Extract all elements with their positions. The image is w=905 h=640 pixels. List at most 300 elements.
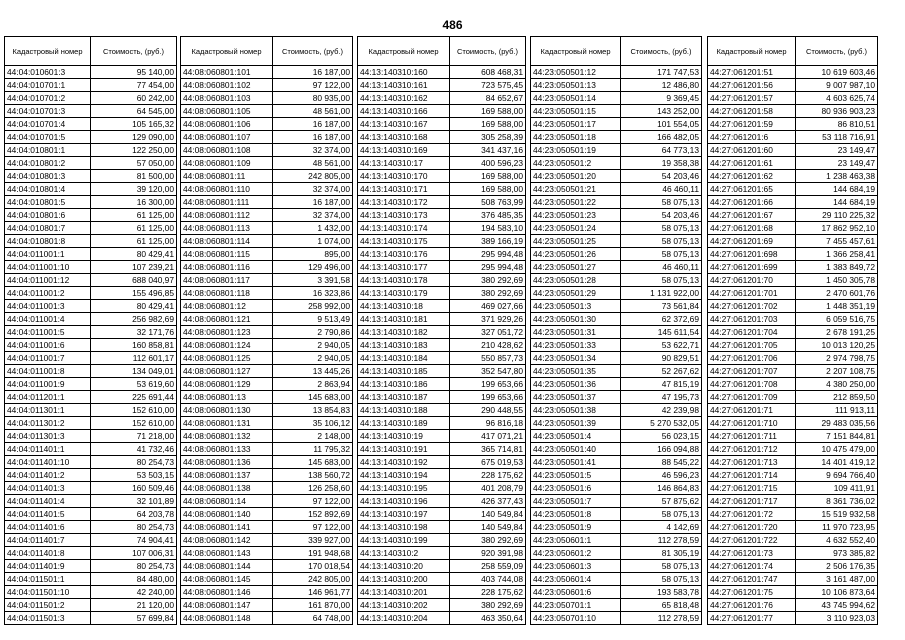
cost-cell: 688 040,97 [91, 274, 177, 287]
cost-cell: 160 509,46 [91, 482, 177, 495]
cost-cell: 97 122,00 [273, 79, 353, 92]
table-row [358, 430, 526, 443]
cost-cell: 10 619 603,46 [796, 66, 878, 79]
cadastral-number-cell: 44:08:060801:13 [181, 391, 273, 404]
cadastral-number-cell: 44:13:140310:181 [358, 313, 450, 326]
cost-cell: 43 745 994,62 [796, 599, 878, 612]
table-row [5, 508, 177, 521]
cadastral-number-cell: 44:04:010701:3 [5, 105, 91, 118]
cost-cell: 32 374,00 [273, 144, 353, 157]
table-row [5, 365, 177, 378]
table-row [181, 300, 353, 313]
table-row [358, 118, 526, 131]
table-row [358, 586, 526, 599]
table-row [5, 547, 177, 560]
cadastral-number-cell: 44:23:050501:35 [531, 365, 621, 378]
table-row [5, 456, 177, 469]
table-row [531, 547, 702, 560]
cadastral-number-cell: 44:27:061201:58 [708, 105, 796, 118]
table-row [531, 196, 702, 209]
cadastral-number-cell: 44:04:010601:3 [5, 66, 91, 79]
cost-cell: 400 596,23 [450, 157, 526, 170]
cadastral-number-cell: 44:13:140310:174 [358, 222, 450, 235]
cadastral-number-cell: 44:27:061201:65 [708, 183, 796, 196]
cadastral-number-cell: 44:04:011401:9 [5, 560, 91, 573]
cadastral-number-cell: 44:27:061201:698 [708, 248, 796, 261]
cadastral-number-cell: 44:04:010801:5 [5, 196, 91, 209]
cost-cell: 41 732,46 [91, 443, 177, 456]
table-row [358, 326, 526, 339]
cadastral-number-cell: 44:08:060801:113 [181, 222, 273, 235]
cost-cell: 2 678 191,25 [796, 326, 878, 339]
table-row [5, 443, 177, 456]
cost-cell: 97 122,00 [273, 521, 353, 534]
cadastral-number-cell: 44:27:061201:59 [708, 118, 796, 131]
cost-cell: 46 460,11 [621, 261, 702, 274]
table-row [358, 391, 526, 404]
table-row [531, 599, 702, 612]
table-row [708, 482, 878, 495]
cost-cell: 138 560,72 [273, 469, 353, 482]
cost-cell: 58 075,13 [621, 274, 702, 287]
cadastral-number-cell: 44:13:140310:198 [358, 521, 450, 534]
cost-cell: 112 278,59 [621, 612, 702, 625]
cost-cell: 152 610,00 [91, 404, 177, 417]
cadastral-number-cell: 44:04:011001:5 [5, 326, 91, 339]
cost-cell: 81 305,19 [621, 547, 702, 560]
table-row [531, 300, 702, 313]
cost-cell: 109 411,91 [796, 482, 878, 495]
cost-cell: 53 619,60 [91, 378, 177, 391]
cost-cell: 193 583,78 [621, 586, 702, 599]
cost-cell: 2 207 108,75 [796, 365, 878, 378]
cost-cell: 80 936 903,23 [796, 105, 878, 118]
table-row [708, 417, 878, 430]
cost-cell: 161 870,00 [273, 599, 353, 612]
cadastral-number-cell: 44:04:011401:7 [5, 534, 91, 547]
cost-cell: 15 519 932,58 [796, 508, 878, 521]
cadastral-number-cell: 44:27:061201:720 [708, 521, 796, 534]
cost-cell: 2 974 798,75 [796, 352, 878, 365]
table-row [708, 248, 878, 261]
table-row [181, 144, 353, 157]
cadastral-number-cell: 44:08:060801:121 [181, 313, 273, 326]
cost-cell: 17 862 952,10 [796, 222, 878, 235]
table-row [181, 443, 353, 456]
cost-cell: 401 208,79 [450, 482, 526, 495]
table-row [181, 508, 353, 521]
table-row [181, 482, 353, 495]
cost-cell: 129 090,00 [91, 131, 177, 144]
table-row [708, 508, 878, 521]
cadastral-number-cell: 44:04:011201:1 [5, 391, 91, 404]
table-row [181, 196, 353, 209]
cadastral-header: Кадастровый номер [5, 37, 91, 66]
table-row [5, 157, 177, 170]
cost-cell: 64 545,00 [91, 105, 177, 118]
table-row [708, 586, 878, 599]
table-row [181, 235, 353, 248]
table-row [531, 482, 702, 495]
table-row [358, 495, 526, 508]
cost-cell: 2 148,00 [273, 430, 353, 443]
cadastral-number-cell: 44:23:050501:17 [531, 118, 621, 131]
table-row [358, 352, 526, 365]
table-row [531, 456, 702, 469]
table-row [708, 404, 878, 417]
table-row [358, 144, 526, 157]
cost-cell: 295 994,48 [450, 261, 526, 274]
table-row [708, 456, 878, 469]
cadastral-number-cell: 44:23:050501:31 [531, 326, 621, 339]
cost-cell: 146 864,83 [621, 482, 702, 495]
cost-table-1 [4, 36, 177, 625]
cost-cell: 14 401 419,12 [796, 456, 878, 469]
table-row [5, 391, 177, 404]
table-row [181, 339, 353, 352]
table-row [708, 547, 878, 560]
table-row [358, 92, 526, 105]
table-row [708, 274, 878, 287]
cadastral-number-cell: 44:27:061201:710 [708, 417, 796, 430]
cadastral-number-cell: 44:08:060801:133 [181, 443, 273, 456]
cadastral-number-cell: 44:08:060801:108 [181, 144, 273, 157]
cadastral-number-cell: 44:08:060801:14 [181, 495, 273, 508]
cadastral-number-cell: 44:23:050501:29 [531, 287, 621, 300]
cadastral-number-cell: 44:04:011501:1 [5, 573, 91, 586]
cost-cell: 64 203,78 [91, 508, 177, 521]
table-row [531, 209, 702, 222]
cadastral-number-cell: 44:27:061201:51 [708, 66, 796, 79]
cost-cell: 4 380 250,00 [796, 378, 878, 391]
table-row [708, 131, 878, 144]
cadastral-number-cell: 44:04:011001:7 [5, 352, 91, 365]
cadastral-number-cell: 44:27:061201:6 [708, 131, 796, 144]
cadastral-number-cell: 44:23:050501:22 [531, 196, 621, 209]
cadastral-number-cell: 44:04:010801:4 [5, 183, 91, 196]
cost-cell: 29 110 225,32 [796, 209, 878, 222]
cost-cell: 550 857,73 [450, 352, 526, 365]
table-row [5, 261, 177, 274]
cost-cell: 171 747,53 [621, 66, 702, 79]
cost-cell: 57 875,62 [621, 495, 702, 508]
cadastral-number-cell: 44:08:060801:117 [181, 274, 273, 287]
cost-cell: 107 239,21 [91, 261, 177, 274]
cost-cell: 80 254,73 [91, 560, 177, 573]
cost-cell: 920 391,98 [450, 547, 526, 560]
cadastral-number-cell: 44:13:140310:188 [358, 404, 450, 417]
cost-cell: 58 075,13 [621, 573, 702, 586]
cost-cell: 46 596,23 [621, 469, 702, 482]
cadastral-number-cell: 44:08:060801:147 [181, 599, 273, 612]
cost-cell: 64 748,00 [273, 612, 353, 625]
cadastral-number-cell: 44:13:140310:199 [358, 534, 450, 547]
table-row [5, 326, 177, 339]
cost-cell: 16 187,00 [273, 66, 353, 79]
cadastral-number-cell: 44:08:060801:12 [181, 300, 273, 313]
table-row [531, 248, 702, 261]
table-row [358, 482, 526, 495]
cadastral-number-cell: 44:13:140310:166 [358, 105, 450, 118]
table-row [358, 248, 526, 261]
cost-cell: 210 428,62 [450, 339, 526, 352]
cost-cell: 9 694 766,40 [796, 469, 878, 482]
cost-cell: 341 437,16 [450, 144, 526, 157]
cost-header: Стоимость, (руб.) [450, 37, 526, 66]
cost-cell: 19 358,38 [621, 157, 702, 170]
page-number: 486 [442, 18, 463, 32]
cost-header: Стоимость, (руб.) [91, 37, 177, 66]
cost-cell: 62 372,69 [621, 313, 702, 326]
cost-cell: 258 559,09 [450, 560, 526, 573]
cadastral-number-cell: 44:27:061201:66 [708, 196, 796, 209]
cadastral-number-cell: 44:04:011301:1 [5, 404, 91, 417]
table-row [5, 417, 177, 430]
cadastral-number-cell: 44:04:011401:4 [5, 495, 91, 508]
cadastral-number-cell: 44:04:010701:2 [5, 92, 91, 105]
cadastral-number-cell: 44:27:061201:708 [708, 378, 796, 391]
cadastral-number-cell: 44:08:060801:129 [181, 378, 273, 391]
cost-cell: 426 377,43 [450, 495, 526, 508]
cost-cell: 11 795,32 [273, 443, 353, 456]
cadastral-number-cell: 44:04:011501:10 [5, 586, 91, 599]
cadastral-number-cell: 44:23:050501:39 [531, 417, 621, 430]
table-row [5, 313, 177, 326]
cost-cell: 199 653,66 [450, 391, 526, 404]
cost-cell: 129 496,00 [273, 261, 353, 274]
cost-cell: 42 240,00 [91, 586, 177, 599]
table-row [181, 183, 353, 196]
table-row [708, 300, 878, 313]
table-row [531, 443, 702, 456]
cost-table-3 [357, 36, 526, 625]
cadastral-number-cell: 44:27:061201:67 [708, 209, 796, 222]
table-row [531, 274, 702, 287]
table-row [358, 339, 526, 352]
cadastral-number-cell: 44:13:140310:179 [358, 287, 450, 300]
cost-cell: 152 892,69 [273, 508, 353, 521]
table-row [5, 183, 177, 196]
table-row [5, 131, 177, 144]
cadastral-number-cell: 44:04:010801:1 [5, 144, 91, 157]
table-row [358, 547, 526, 560]
cadastral-number-cell: 44:08:060801:130 [181, 404, 273, 417]
table-row [5, 79, 177, 92]
table-row [181, 222, 353, 235]
table-row [358, 261, 526, 274]
cadastral-number-cell: 44:27:061201:56 [708, 79, 796, 92]
cadastral-number-cell: 44:08:060801:144 [181, 560, 273, 573]
cost-table-5 [707, 36, 878, 625]
cadastral-number-cell: 44:27:061201:709 [708, 391, 796, 404]
table-row [708, 560, 878, 573]
cadastral-number-cell: 44:08:060801:114 [181, 235, 273, 248]
cost-cell: 4 632 552,40 [796, 534, 878, 547]
cadastral-number-cell: 44:08:060801:137 [181, 469, 273, 482]
cadastral-number-cell: 44:08:060801:105 [181, 105, 273, 118]
cadastral-number-cell: 44:04:011401:5 [5, 508, 91, 521]
cadastral-number-cell: 44:27:061201:747 [708, 573, 796, 586]
cadastral-number-cell: 44:23:050501:14 [531, 92, 621, 105]
table-row [358, 573, 526, 586]
table-row [708, 573, 878, 586]
table-row [708, 612, 878, 625]
cost-cell: 80 429,41 [91, 300, 177, 313]
table-row [708, 521, 878, 534]
table-row [708, 378, 878, 391]
table-row [181, 287, 353, 300]
table-row [358, 196, 526, 209]
cost-cell: 53 503,15 [91, 469, 177, 482]
cost-cell: 2 940,05 [273, 352, 353, 365]
cost-cell: 140 549,84 [450, 508, 526, 521]
cadastral-number-cell: 44:23:050501:8 [531, 508, 621, 521]
cost-cell: 32 101,89 [91, 495, 177, 508]
cost-cell: 3 391,58 [273, 274, 353, 287]
table-row [5, 274, 177, 287]
cadastral-number-cell: 44:23:050501:34 [531, 352, 621, 365]
cadastral-number-cell: 44:04:010801:3 [5, 170, 91, 183]
cost-cell: 212 859,50 [796, 391, 878, 404]
table-row [531, 261, 702, 274]
cost-cell: 126 258,60 [273, 482, 353, 495]
cost-cell: 166 094,88 [621, 443, 702, 456]
table-row [708, 118, 878, 131]
cadastral-number-cell: 44:13:140310:177 [358, 261, 450, 274]
cost-cell: 2 863,94 [273, 378, 353, 391]
cadastral-number-cell: 44:27:061201:705 [708, 339, 796, 352]
cost-cell: 2 940,05 [273, 339, 353, 352]
table-row [358, 209, 526, 222]
cadastral-header: Кадастровый номер [708, 37, 796, 66]
cost-cell: 146 961,77 [273, 586, 353, 599]
cost-cell: 42 239,98 [621, 404, 702, 417]
cost-cell: 155 496,85 [91, 287, 177, 300]
cadastral-number-cell: 44:13:140310:161 [358, 79, 450, 92]
cadastral-number-cell: 44:27:061201:70 [708, 274, 796, 287]
cadastral-number-cell: 44:13:140310:184 [358, 352, 450, 365]
cost-cell: 380 292,69 [450, 287, 526, 300]
table-row [181, 313, 353, 326]
cadastral-number-cell: 44:13:140310:162 [358, 92, 450, 105]
cost-cell: 895,00 [273, 248, 353, 261]
table-row [708, 365, 878, 378]
cadastral-number-cell: 44:27:061201:76 [708, 599, 796, 612]
cadastral-number-cell: 44:23:050501:13 [531, 79, 621, 92]
cadastral-number-cell: 44:04:011501:3 [5, 612, 91, 625]
table-row [181, 430, 353, 443]
table-row [181, 352, 353, 365]
cadastral-number-cell: 44:27:061201:711 [708, 430, 796, 443]
cost-cell: 11 970 723,95 [796, 521, 878, 534]
cadastral-number-cell: 44:08:060801:110 [181, 183, 273, 196]
table-row [708, 92, 878, 105]
cadastral-number-cell: 44:27:061201:702 [708, 300, 796, 313]
table-row [5, 248, 177, 261]
cadastral-number-cell: 44:13:140310:182 [358, 326, 450, 339]
cost-cell: 35 106,12 [273, 417, 353, 430]
cadastral-number-cell: 44:23:050501:12 [531, 66, 621, 79]
cost-cell: 352 547,80 [450, 365, 526, 378]
cost-cell: 723 575,45 [450, 79, 526, 92]
cost-cell: 469 027,66 [450, 300, 526, 313]
table-row [5, 209, 177, 222]
cadastral-number-cell: 44:08:060801:101 [181, 66, 273, 79]
cost-cell: 371 929,26 [450, 313, 526, 326]
cost-cell: 71 218,00 [91, 430, 177, 443]
cost-cell: 80 254,73 [91, 521, 177, 534]
cost-cell: 1 450 305,78 [796, 274, 878, 287]
table-row [181, 92, 353, 105]
cost-cell: 10 013 120,25 [796, 339, 878, 352]
table-row [181, 170, 353, 183]
cadastral-number-cell: 44:27:061201:699 [708, 261, 796, 274]
table-row [531, 79, 702, 92]
cadastral-number-cell: 44:04:011501:2 [5, 599, 91, 612]
table-row [358, 222, 526, 235]
table-row [5, 586, 177, 599]
cost-cell: 105 165,32 [91, 118, 177, 131]
cost-cell: 145 611,54 [621, 326, 702, 339]
table-row [708, 313, 878, 326]
cadastral-number-cell: 44:04:011001:9 [5, 378, 91, 391]
cadastral-number-cell: 44:23:050601:3 [531, 560, 621, 573]
cost-cell: 56 023,15 [621, 430, 702, 443]
cadastral-number-cell: 44:08:060801:116 [181, 261, 273, 274]
cost-cell: 32 171,76 [91, 326, 177, 339]
cadastral-number-cell: 44:13:140310:20 [358, 560, 450, 573]
table-row [708, 469, 878, 482]
table-row [531, 378, 702, 391]
table-row [5, 339, 177, 352]
cadastral-number-cell: 44:04:011001:10 [5, 261, 91, 274]
table-row [358, 79, 526, 92]
table-row [358, 235, 526, 248]
cost-cell: 973 385,82 [796, 547, 878, 560]
cost-cell: 1 238 463,38 [796, 170, 878, 183]
table-row [708, 209, 878, 222]
table-row [531, 469, 702, 482]
table-row [181, 495, 353, 508]
cadastral-number-cell: 44:13:140310:189 [358, 417, 450, 430]
cadastral-number-cell: 44:27:061201:701 [708, 287, 796, 300]
cadastral-number-cell: 44:27:061201:704 [708, 326, 796, 339]
cadastral-number-cell: 44:08:060801:103 [181, 92, 273, 105]
table-row [181, 326, 353, 339]
table-row [531, 313, 702, 326]
cadastral-number-cell: 44:27:061201:60 [708, 144, 796, 157]
cost-cell: 3 161 487,00 [796, 573, 878, 586]
table-row [708, 599, 878, 612]
cost-cell: 1 366 258,41 [796, 248, 878, 261]
cost-cell: 1 432,00 [273, 222, 353, 235]
cost-header: Стоимость, (руб.) [273, 37, 353, 66]
cadastral-number-cell: 44:04:011301:3 [5, 430, 91, 443]
table-row [5, 534, 177, 547]
cost-cell: 376 485,35 [450, 209, 526, 222]
cadastral-number-cell: 44:13:140310:195 [358, 482, 450, 495]
cost-cell: 1 131 922,00 [621, 287, 702, 300]
cadastral-number-cell: 44:08:060801:102 [181, 79, 273, 92]
cost-cell: 23 149,47 [796, 157, 878, 170]
cost-cell: 380 292,69 [450, 599, 526, 612]
cost-cell: 6 059 516,75 [796, 313, 878, 326]
cadastral-number-cell: 44:23:050501:26 [531, 248, 621, 261]
cost-cell: 152 610,00 [91, 417, 177, 430]
table-row [181, 209, 353, 222]
cadastral-number-cell: 44:23:050601:6 [531, 586, 621, 599]
cost-cell: 54 203,46 [621, 170, 702, 183]
